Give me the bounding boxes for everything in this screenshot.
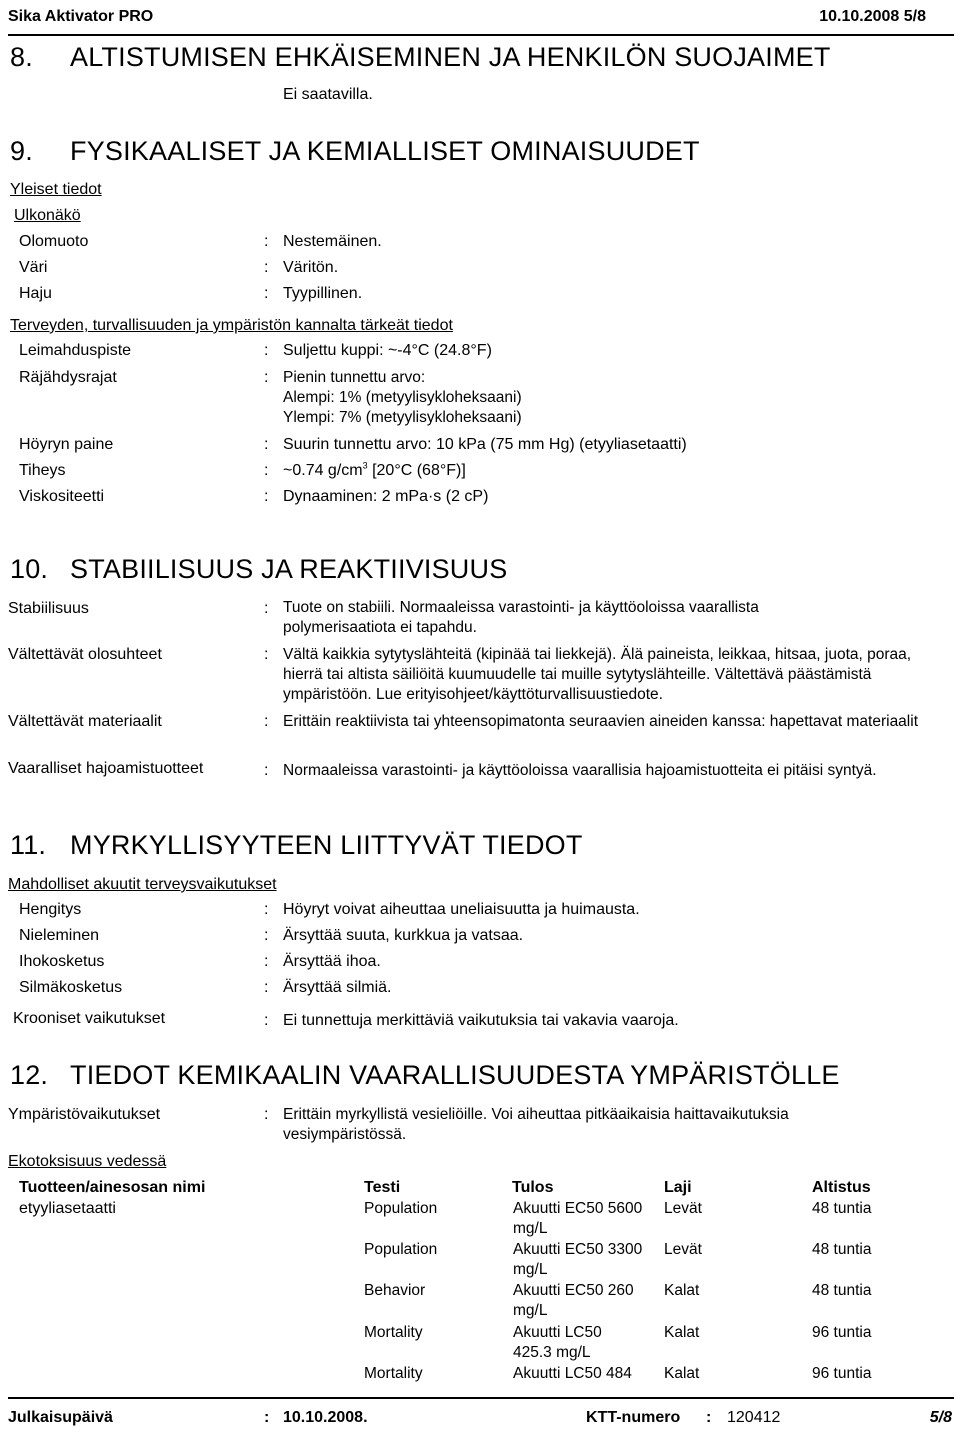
explosion-limits-line-3: Ylempi: 7% (metyylisykloheksaani) xyxy=(283,409,522,426)
inhalation-label: Hengitys xyxy=(19,901,82,918)
colon: : xyxy=(264,342,269,359)
table-row-3-result: Akuutti EC50 260 mg/L xyxy=(513,1282,634,1319)
colon: : xyxy=(264,979,269,996)
density-value-main: ~0.74 g/cm xyxy=(283,462,363,479)
table-row-1-exposure: 48 tuntia xyxy=(812,1200,872,1217)
explosion-limits-line-1: Pienin tunnettu arvo: xyxy=(283,369,426,386)
conditions-to-avoid-value: Vältä kaikkia sytytyslähteitä (kipinää tai liekkejä). Älä paineista, leikkaa, hitsaa, juota, poraa, hierrä tai altista säiliöitä kuumuudelle tai muille sytytyslähteille. Vältettävä päästämistä ympäristöön. Lue erityisohjeet/käyttöturvallisuustiedote. xyxy=(283,646,912,703)
colon: : xyxy=(264,488,269,505)
table-row-2-species: Levät xyxy=(664,1241,702,1258)
table-row-4-result: Akuutti LC50 425.3 mg/L xyxy=(513,1324,602,1361)
inhalation-value: Höyryt voivat aiheuttaa uneliaisuutta ja huimausta. xyxy=(283,901,640,918)
colon: : xyxy=(264,436,269,453)
colon: : xyxy=(264,285,269,302)
stability-label: Stabiilisuus xyxy=(8,600,89,617)
viscosity-label: Viskositeetti xyxy=(19,488,105,505)
document-date-page: 10.10.2008 5/8 xyxy=(819,8,926,25)
issue-date-value: 10.10.2008. xyxy=(283,1409,368,1426)
materials-to-avoid-label: Vältettävät materiaalit xyxy=(8,713,162,730)
color-label: Väri xyxy=(19,259,48,276)
section-11-heading xyxy=(10,830,583,861)
explosion-limits-label: Räjähdysrajat xyxy=(19,369,117,386)
colon: : xyxy=(264,953,269,970)
skin-contact-value: Ärsyttää ihoa. xyxy=(283,953,381,970)
table-row-4-exposure: 96 tuntia xyxy=(812,1324,872,1341)
colon: : xyxy=(264,259,269,276)
page-number: 5/8 xyxy=(929,1409,952,1426)
environmental-effects-value: Erittäin myrkyllistä vesieliöille. Voi aiheuttaa pitkäaikaisia haittavaikutuksia vesiympäristössä. xyxy=(283,1106,789,1143)
section-8-heading xyxy=(10,42,831,73)
appearance-heading: Ulkonäkö xyxy=(14,207,81,224)
colon: : xyxy=(706,1409,712,1426)
odor-label: Haju xyxy=(19,285,52,302)
environmental-effects-label: Ympäristövaikutukset xyxy=(8,1106,161,1123)
density-label: Tiheys xyxy=(19,462,66,479)
section-11-number: 11. xyxy=(10,830,47,860)
section-9-heading xyxy=(10,136,700,167)
explosion-limits-line-2: Alempi: 1% (metyylisykloheksaani) xyxy=(283,389,522,406)
explosion-limits-value xyxy=(283,368,943,428)
table-row-3-species: Kalat xyxy=(664,1282,700,1299)
section-12-heading xyxy=(10,1060,840,1091)
materials-to-avoid-value: Erittäin reaktiivista tai yhteensopimatonta seuraavien aineiden kanssa: hapettavat materiaalit xyxy=(283,713,919,730)
table-row-5-species: Kalat xyxy=(664,1365,700,1382)
colon: : xyxy=(264,369,269,386)
colon: : xyxy=(264,1106,269,1123)
ktt-number-value: 120412 xyxy=(727,1409,781,1426)
table-header-species: Laji xyxy=(664,1179,692,1196)
form-label: Olomuoto xyxy=(19,233,89,250)
colon: : xyxy=(264,1409,270,1426)
colon: : xyxy=(264,762,269,779)
section-9-number: 9. xyxy=(10,136,33,166)
section-12-number: 12. xyxy=(10,1060,49,1090)
section-10-title: STABIILISUUS JA REAKTIIVISUUS xyxy=(70,554,508,584)
table-header-test: Testi xyxy=(364,1179,401,1196)
colon: : xyxy=(264,901,269,918)
section-8-text: Ei saatavilla. xyxy=(283,86,373,103)
footer-divider xyxy=(8,1397,954,1399)
odor-value: Tyypillinen. xyxy=(283,285,363,302)
issue-date-label: Julkaisupäivä xyxy=(8,1409,113,1426)
section-10-heading xyxy=(10,554,507,585)
table-row-5-test: Mortality xyxy=(364,1365,423,1382)
table-row-2-result: Akuutti EC50 3300 mg/L xyxy=(513,1241,643,1278)
ktt-number-label: KTT-numero xyxy=(586,1409,681,1426)
chronic-effects-label: Krooniset vaikutukset xyxy=(13,1010,166,1027)
colon: : xyxy=(264,646,269,663)
form-value: Nestemäinen. xyxy=(283,233,382,250)
flash-point-value: Suljettu kuppi: ~-4°C (24.8°F) xyxy=(283,342,492,359)
ingestion-value: Ärsyttää suuta, kurkkua ja vatsaa. xyxy=(283,927,524,944)
header-divider xyxy=(8,34,954,36)
colon: : xyxy=(264,927,269,944)
colon: : xyxy=(264,600,269,617)
vapor-pressure-value: Suurin tunnettu arvo: 10 kPa (75 mm Hg) (etyyliasetaatti) xyxy=(283,436,687,453)
general-info-heading: Yleiset tiedot xyxy=(10,181,102,198)
section-12-title: TIEDOT KEMIKAALIN VAARALLISUUDESTA YMPÄRISTÖLLE xyxy=(70,1060,840,1090)
document-product-name: Sika Aktivator PRO xyxy=(8,8,154,25)
decomposition-products-value: Normaaleissa varastointi- ja käyttöoloissa vaarallisia hajoamistuotteita ei pitäisi syntyä. xyxy=(283,762,877,779)
section-8-number: 8. xyxy=(10,42,33,72)
acute-effects-heading: Mahdolliset akuutit terveysvaikutukset xyxy=(8,876,277,893)
density-value xyxy=(283,462,466,480)
table-row-3-test: Behavior xyxy=(364,1282,426,1299)
eye-contact-value: Ärsyttää silmiä. xyxy=(283,979,392,996)
table-header-substance: Tuotteen/ainesosan nimi xyxy=(19,1179,206,1196)
table-row-2-test: Population xyxy=(364,1241,438,1258)
ecotoxicity-heading: Ekotoksisuus vedessä xyxy=(8,1153,167,1170)
colon: : xyxy=(264,462,269,479)
colon: : xyxy=(264,233,269,250)
table-header-result: Tulos xyxy=(512,1179,554,1196)
table-header-exposure: Altistus xyxy=(812,1179,871,1196)
color-value: Väritön. xyxy=(283,259,339,276)
table-row-1-test: Population xyxy=(364,1200,438,1217)
section-10-number: 10. xyxy=(10,554,49,584)
viscosity-value: Dynaaminen: 2 mPa·s (2 cP) xyxy=(283,488,489,505)
table-cell-substance: etyyliasetaatti xyxy=(19,1200,116,1217)
ingestion-label: Nieleminen xyxy=(19,927,100,944)
decomposition-products-label: Vaaralliset hajoamistuotteet xyxy=(8,760,204,777)
section-9-title: FYSIKAALISET JA KEMIALLISET OMINAISUUDET xyxy=(70,136,700,166)
table-row-5-exposure: 96 tuntia xyxy=(812,1365,872,1382)
flash-point-label: Leimahduspiste xyxy=(19,342,132,359)
section-11-title: MYRKYLLISYYTEEN LIITTYVÄT TIEDOT xyxy=(70,830,583,860)
stability-value: Tuote on stabiili. Normaaleissa varastointi- ja käyttöoloissa vaarallista polymerisaatiota ei tapahdu. xyxy=(283,599,759,636)
chronic-effects-value: Ei tunnettuja merkittäviä vaikutuksia tai vakavia vaaroja. xyxy=(283,1012,679,1029)
table-row-5-result: Akuutti LC50 484 xyxy=(513,1365,632,1382)
colon: : xyxy=(264,713,269,730)
table-row-3-exposure: 48 tuntia xyxy=(812,1282,872,1299)
table-row-4-test: Mortality xyxy=(364,1324,423,1341)
table-row-2-exposure: 48 tuntia xyxy=(812,1241,872,1258)
table-row-1-result: Akuutti EC50 5600 mg/L xyxy=(513,1200,643,1237)
table-row-1-species: Levät xyxy=(664,1200,702,1217)
skin-contact-label: Ihokosketus xyxy=(19,953,105,970)
table-row-4-species: Kalat xyxy=(664,1324,700,1341)
conditions-to-avoid-label: Vältettävät olosuhteet xyxy=(8,646,162,663)
density-exponent: 3 xyxy=(362,460,368,471)
vapor-pressure-label: Höyryn paine xyxy=(19,436,114,453)
section-8-title: ALTISTUMISEN EHKÄISEMINEN JA HENKILÖN SUOJAIMET xyxy=(70,42,831,72)
eye-contact-label: Silmäkosketus xyxy=(19,979,123,996)
colon: : xyxy=(264,1012,269,1029)
density-value-condition: [20°C (68°F)] xyxy=(367,462,466,479)
health-safety-heading: Terveyden, turvallisuuden ja ympäristön kannalta tärkeät tiedot xyxy=(10,317,453,334)
